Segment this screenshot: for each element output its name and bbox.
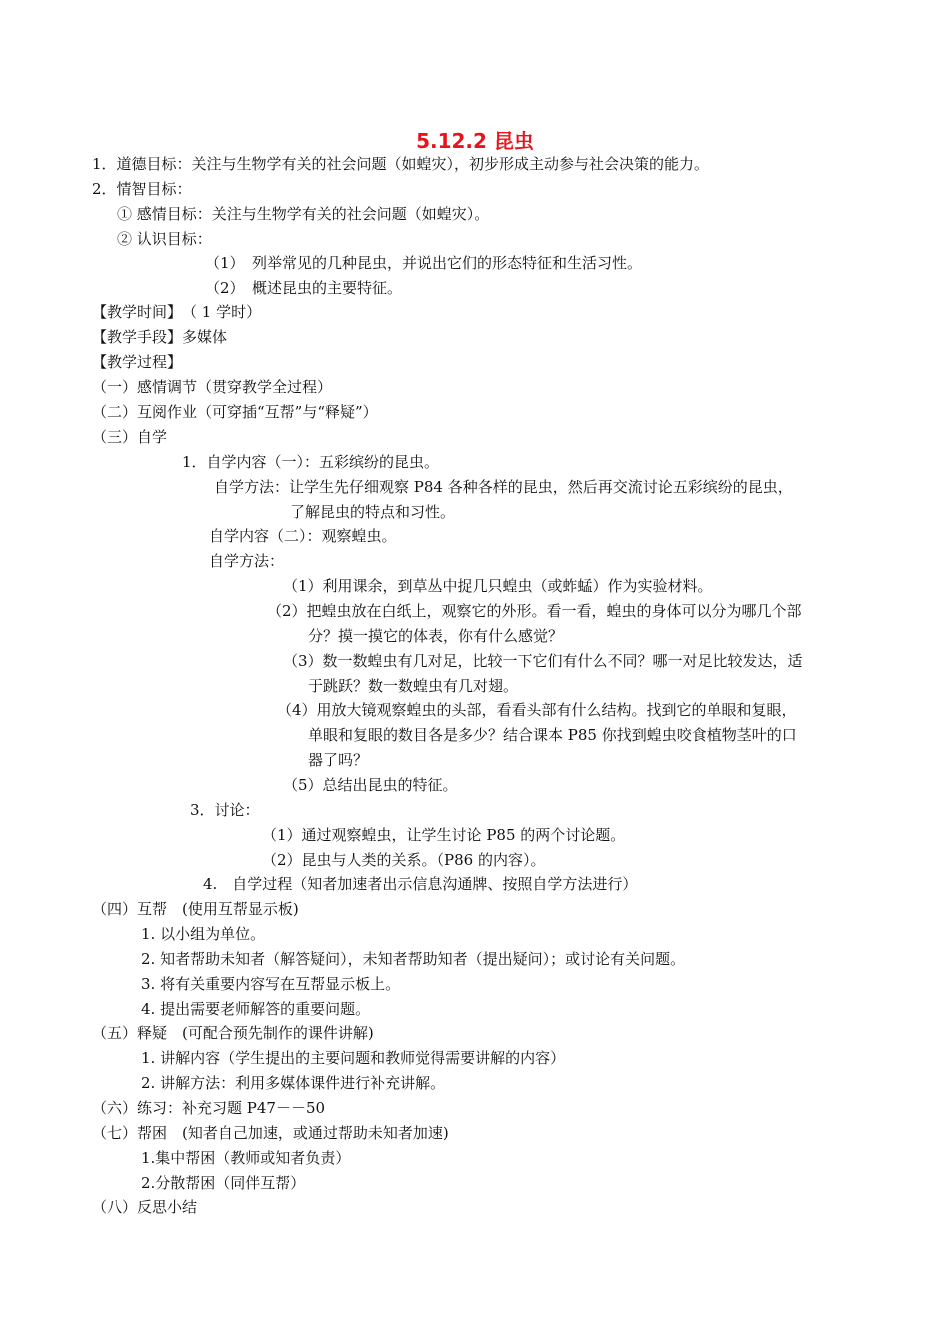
section-6: （六）练习：补充习题 P47－－50 <box>92 1099 326 1117</box>
section-1: （一）感情调节（贯穿教学全过程） <box>92 378 333 396</box>
explain-1: 1. 讲解内容（学生提出的主要问题和教师觉得需要讲解的内容） <box>141 1049 566 1067</box>
goal-moral: 1．道德目标：关注与生物学有关的社会问题（如蝗灾），初步形成主动参与社会决策的能力。 <box>92 155 710 173</box>
section-2: （二）互阅作业（可穿插“互帮”与“释疑”） <box>92 403 378 421</box>
method-step-2-cont: 分？摸一摸它的体表，你有什么感觉？ <box>308 627 564 645</box>
teaching-time: 【教学时间】 （ 1 学时） <box>92 303 262 321</box>
section-5: （五）释疑 (可配合预先制作的课件讲解) <box>92 1024 374 1042</box>
self-study-content-2: 自学内容（二）：观察蝗虫。 <box>209 527 397 545</box>
discussion: 3．讨论： <box>190 801 260 819</box>
section-8: （八）反思小结 <box>92 1198 198 1216</box>
discussion-item-2: （2）昆虫与人类的关系。（P86 的内容）。 <box>262 851 546 869</box>
goal-intellect: 2．情智目标： <box>92 180 192 198</box>
method-step-1: （1）利用课余，到草丛中捉几只蝗虫（或蚱蜢）作为实验材料。 <box>283 577 713 595</box>
teaching-process: 【教学过程】 <box>92 353 183 371</box>
section-4: （四）互帮 (使用互帮显示板) <box>92 900 299 918</box>
mutual-help-2: 2. 知者帮助未知者（解答疑问），未知者帮助知者（提出疑问）；或讨论有关问题。 <box>141 950 686 968</box>
section-3: （三）自学 <box>92 428 168 446</box>
self-study-method-1-cont: 了解昆虫的特点和习性。 <box>290 503 456 521</box>
help-2: 2.分散帮困（同伴互帮） <box>141 1174 306 1192</box>
method-step-3: （3）数一数蝗虫有几对足，比较一下它们有什么不同？哪一对足比较发达，适 <box>283 652 803 670</box>
method-step-3-cont: 于跳跃？数一数蝗虫有几对翅。 <box>308 677 519 695</box>
cognition-item-2: （2） 概述昆虫的主要特征。 <box>205 279 403 297</box>
goal-emotion: ① 感情目标：关注与生物学有关的社会问题（如蝗灾）。 <box>117 205 490 223</box>
method-step-4: （4）用放大镜观察蝗虫的头部，看看头部有什么结构。找到它的单眼和复眼， <box>277 701 797 719</box>
cognition-item-1: （1） 列举常见的几种昆虫，并说出它们的形态特征和生活习性。 <box>205 254 643 272</box>
method-step-4-cont: 单眼和复眼的数目各是多少？结合课本 P85 你找到蝗虫咬食植物茎叶的口 <box>308 726 797 744</box>
help-1: 1.集中帮困（教师或知者负责） <box>141 1149 351 1167</box>
goal-cognition: ② 认识目标： <box>117 230 212 248</box>
self-study-process: 4. 自学过程（知者加速者出示信息沟通牌、按照自学方法进行） <box>203 875 638 893</box>
teaching-means: 【教学手段】多媒体 <box>92 328 228 346</box>
self-study-content-1: 1．自学内容（一）：五彩缤纷的昆虫。 <box>182 453 440 471</box>
mutual-help-1: 1. 以小组为单位。 <box>141 925 266 943</box>
method-step-4-cont2: 器了吗？ <box>308 751 369 769</box>
discussion-item-1: （1）通过观察蝗虫，让学生讨论 P85 的两个讨论题。 <box>262 826 626 844</box>
self-study-method-2: 自学方法： <box>209 552 285 570</box>
method-step-2: （2）把蝗虫放在白纸上，观察它的外形。看一看，蝗虫的身体可以分为哪几个部 <box>267 602 802 620</box>
document-title: 5.12.2 昆虫 <box>416 129 534 153</box>
mutual-help-4: 4. 提出需要老师解答的重要问题。 <box>141 1000 371 1018</box>
explain-2: 2. 讲解方法：利用多媒体课件进行补充讲解。 <box>141 1074 446 1092</box>
self-study-method-1: 自学方法：让学生先仔细观察 P84 各种各样的昆虫，然后再交流讨论五彩缤纷的昆虫， <box>214 478 793 496</box>
method-step-5: （5）总结出昆虫的特征。 <box>283 776 458 794</box>
mutual-help-3: 3. 将有关重要内容写在互帮显示板上。 <box>141 975 401 993</box>
section-7: （七）帮困 (知者自己加速，或通过帮助未知者加速) <box>92 1124 449 1142</box>
